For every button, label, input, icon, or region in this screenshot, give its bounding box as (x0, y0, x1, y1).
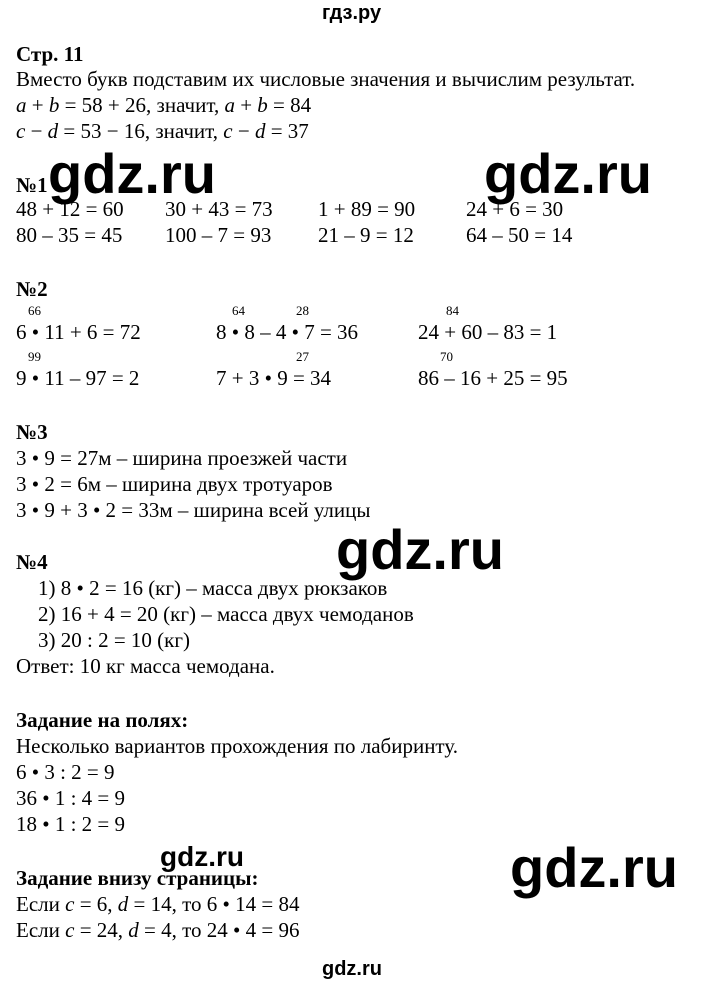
task1-cell: 1 + 89 = 90 (318, 197, 416, 221)
op: + (234, 93, 258, 117)
text: Если (16, 892, 66, 916)
task2-expression: 86 – 16 + 25 = 95 (418, 366, 568, 390)
margin-task-line: 36 • 1 : 4 = 9 (16, 786, 126, 810)
watermark-1: gdz.ru (48, 142, 216, 205)
task2-note: 84 (446, 303, 459, 318)
task3-line: 3 • 2 = 6м – ширина двух тротуаров (16, 472, 333, 496)
margin-task-intro: Несколько вариантов прохождения по лабиринту. (16, 734, 458, 758)
task4-step: 2) 16 + 4 = 20 (кг) – масса двух чемоданов (38, 602, 414, 626)
task2-note: 64 (232, 303, 245, 318)
var-a: a (224, 93, 235, 117)
bottom-task-heading: Задание внизу страницы: (16, 866, 259, 890)
margin-task-heading: Задание на полях: (16, 708, 189, 732)
task3-heading: №3 (16, 420, 48, 444)
op: − (25, 119, 48, 143)
intro-line-2 (16, 93, 311, 117)
var-c: c (223, 119, 233, 143)
var-c: c (65, 918, 75, 942)
task2-expression: 6 • 11 + 6 = 72 (16, 320, 141, 344)
text: = 6, (74, 892, 118, 916)
expr-result: = 84 (267, 93, 312, 117)
expr-rest: = 53 − 16, значит, (58, 119, 224, 143)
text: = 14, то 6 • 14 = 84 (128, 892, 300, 916)
task1-cell: 30 + 43 = 73 (165, 197, 273, 221)
var-d: d (117, 892, 129, 916)
var-d: d (47, 119, 59, 143)
task1-cell: 100 – 7 = 93 (165, 223, 272, 247)
watermark-5: gdz.ru (510, 836, 678, 899)
intro-line-3 (16, 119, 309, 143)
task4-step: 1) 8 • 2 = 16 (кг) – масса двух рюкзаков (38, 576, 388, 600)
op: − (232, 119, 255, 143)
task2-expression: 8 • 8 – 4 • 7 = 36 (216, 320, 359, 344)
expr-rest: = 58 + 26, значит, (59, 93, 225, 117)
task1-heading: №1 (16, 173, 48, 197)
var-c: c (65, 892, 75, 916)
task1-cell: 48 + 12 = 60 (16, 197, 124, 221)
task2-note: 70 (440, 349, 453, 364)
var-b: b (48, 93, 60, 117)
watermark-bottom: gdz.ru (322, 958, 382, 980)
margin-task-line: 18 • 1 : 2 = 9 (16, 812, 126, 836)
var-d: d (128, 918, 139, 942)
task4-heading: №4 (16, 550, 48, 574)
text: Если (16, 918, 66, 942)
watermark-2: gdz.ru (484, 142, 652, 205)
task1-cell: 80 – 35 = 45 (16, 223, 123, 247)
text: = 4, то 24 • 4 = 96 (138, 918, 300, 942)
task1-cell: 24 + 6 = 30 (466, 197, 564, 221)
margin-task-line: 6 • 3 : 2 = 9 (16, 760, 115, 784)
var-d: d (254, 119, 266, 143)
task2-expression: 9 • 11 – 97 = 2 (16, 366, 140, 390)
task2-note: 28 (296, 303, 309, 318)
var-a: a (16, 93, 27, 117)
task2-expression: 7 + 3 • 9 = 34 (216, 366, 332, 390)
task3-line: 3 • 9 = 27м – ширина проезжей части (16, 446, 348, 470)
task4-step: 3) 20 : 2 = 10 (кг) (38, 628, 190, 652)
task2-note: 99 (28, 349, 41, 364)
task2-note: 27 (296, 349, 309, 364)
task1-cell: 64 – 50 = 14 (466, 223, 573, 247)
task3-line: 3 • 9 + 3 • 2 = 33м – ширина всей улицы (16, 498, 371, 522)
task4-answer: Ответ: 10 кг масса чемодана. (16, 654, 275, 678)
var-c: c (16, 119, 26, 143)
op: + (26, 93, 49, 117)
expr-result: = 37 (265, 119, 309, 143)
page-header: Стр. 11 (16, 42, 84, 66)
watermark-3: gdz.ru (336, 518, 504, 581)
task2-heading: №2 (16, 277, 48, 301)
bottom-task-line-2 (16, 918, 300, 942)
var-b: b (257, 93, 268, 117)
watermark-4: gdz.ru (160, 841, 244, 872)
task2-note: 66 (28, 303, 41, 318)
task2-expression: 24 + 60 – 83 = 1 (418, 320, 558, 344)
intro-line-1: Вместо букв подставим их числовые значения и вычислим результат. (16, 67, 636, 91)
text: = 24, (74, 918, 129, 942)
task1-cell: 21 – 9 = 12 (318, 223, 414, 247)
bottom-task-line-1 (16, 892, 300, 916)
watermark-top: гдз.ру (322, 2, 382, 24)
